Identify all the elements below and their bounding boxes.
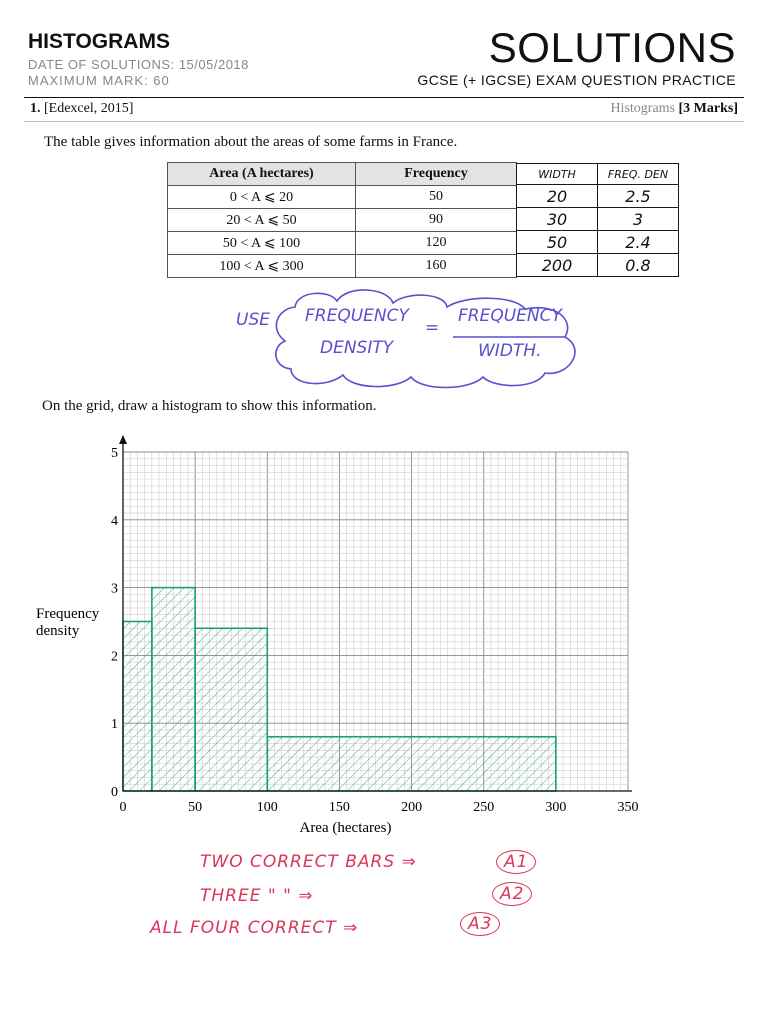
table-row [168, 186, 517, 209]
practice-subtitle: GCSE (+ IGCSE) EXAM QUESTION PRACTICE [417, 72, 736, 88]
y-tick-label: 4 [111, 513, 118, 529]
x-tick-label: 0 [119, 800, 127, 815]
table-cell-area: 20 < A ⩽ 50 [168, 209, 356, 232]
histogram-bar [123, 622, 152, 792]
x-tick-label: 200 [401, 800, 423, 815]
marking-note-1: TWO CORRECT BARS ⇒ [200, 852, 417, 872]
x-axis-label: Area (hectares) [299, 820, 392, 836]
histogram-bar [195, 628, 267, 791]
y-axis-label [36, 606, 100, 639]
table-cell-frequency: 50 [356, 186, 517, 209]
worksheet-title: HISTOGRAMS [28, 30, 170, 53]
handwritten-density: 0.8 [598, 254, 679, 277]
mark-a2-badge: A2 [492, 882, 532, 906]
handwritten-header-width: WIDTH [517, 164, 598, 185]
mark-a1-badge: A1 [496, 850, 536, 874]
mark-a3-badge: A3 [460, 912, 500, 936]
question-header [30, 101, 133, 117]
handwritten-width: 50 [517, 231, 598, 254]
column-header-area: Area (A hectares) [168, 163, 356, 186]
solutions-heading: SOLUTIONS [488, 24, 736, 71]
x-tick-label: 300 [545, 800, 567, 815]
table-cell-area: 100 < A ⩽ 300 [168, 255, 356, 278]
handwritten-width: 20 [517, 185, 598, 208]
formula-left-line2: DENSITY [320, 338, 394, 358]
handwritten-density: 2.5 [598, 185, 679, 208]
y-tick-label: 2 [111, 649, 118, 665]
table-row [168, 209, 517, 232]
y-axis-label-line: density [36, 623, 80, 639]
handwritten-density: 2.4 [598, 231, 679, 254]
marking-note-2: THREE " " ⇒ [200, 886, 314, 906]
formula-denominator: WIDTH. [478, 341, 542, 361]
formula-numerator: FREQUENCY [458, 306, 562, 326]
marking-note-3: ALL FOUR CORRECT ⇒ [150, 918, 359, 938]
header-divider [24, 97, 744, 98]
handwritten-width: 200 [517, 254, 598, 277]
question-topic: Histograms [610, 101, 675, 116]
x-tick-label: 250 [473, 800, 495, 815]
question-marks: [3 Marks] [678, 101, 738, 116]
x-tick-label: 100 [256, 800, 278, 815]
y-tick-label: 1 [111, 717, 118, 733]
date-of-solutions: DATE OF SOLUTIONS: 15/05/2018 [28, 57, 249, 72]
handwritten-density: 3 [598, 208, 679, 231]
question-divider [24, 121, 744, 122]
x-tick-label: 350 [617, 800, 639, 815]
formula-cloud [225, 285, 595, 395]
y-tick-label: 5 [111, 446, 118, 461]
maximum-mark: MAXIMUM MARK: 60 [28, 73, 170, 88]
column-header-frequency: Frequency [356, 163, 517, 186]
question-source: [Edexcel, 2015] [44, 101, 134, 116]
frequency-table [167, 162, 517, 278]
handwritten-width-density-table [516, 163, 679, 277]
table-header-row [168, 163, 517, 186]
table-cell-area: 0 < A ⩽ 20 [168, 186, 356, 209]
question-meta [610, 101, 738, 117]
y-tick-label: 0 [111, 785, 118, 800]
y-tick-label: 3 [111, 581, 118, 597]
table-cell-frequency: 160 [356, 255, 517, 278]
table-row [168, 232, 517, 255]
handwritten-header-freq-den: FREQ. DEN [598, 164, 679, 185]
table-row [168, 255, 517, 278]
question-intro: The table gives information about the areas of some farms in France. [44, 134, 458, 150]
formula-left-line1: FREQUENCY [305, 306, 409, 326]
histogram-bar [152, 588, 195, 791]
table-cell-area: 50 < A ⩽ 100 [168, 232, 356, 255]
formula-use-label: USE [236, 310, 270, 330]
histogram-chart [0, 425, 768, 845]
x-tick-label: 150 [328, 800, 350, 815]
table-cell-frequency: 90 [356, 209, 517, 232]
histogram-bar [267, 737, 556, 791]
formula-equals: = [425, 318, 440, 338]
question-instruction: On the grid, draw a histogram to show this information. [42, 398, 377, 414]
table-cell-frequency: 120 [356, 232, 517, 255]
y-axis-label-line: Frequency [36, 606, 100, 622]
x-tick-label: 50 [188, 800, 203, 815]
y-axis-arrow [119, 435, 127, 444]
handwritten-width: 30 [517, 208, 598, 231]
question-number: 1. [30, 101, 41, 116]
